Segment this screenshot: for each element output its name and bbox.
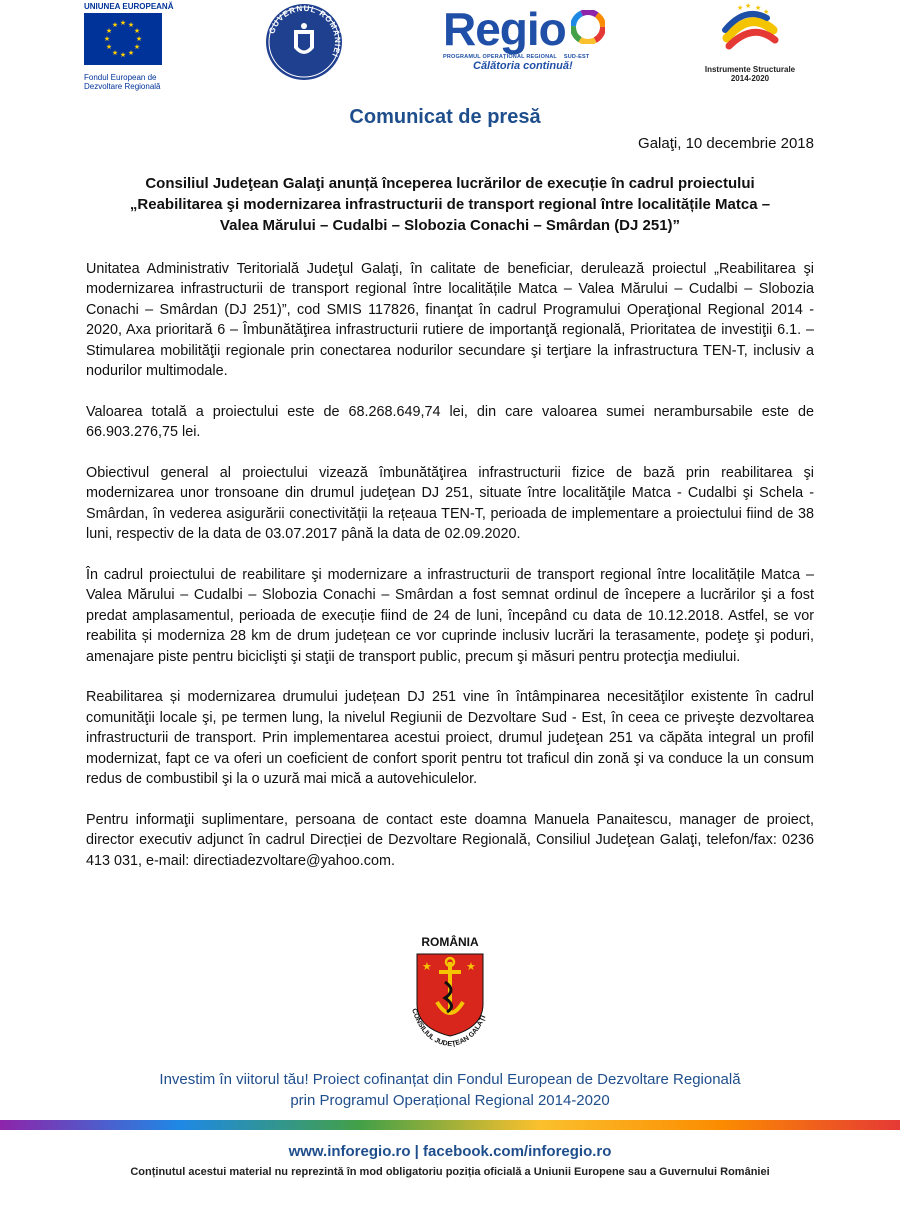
government-seal-icon (264, 2, 344, 82)
document-body (86, 259, 814, 892)
footer-slogan-line1: Investim în viitorul tău! Proiect cofinanțat din Fondul European de Dezvoltare Regională (159, 1071, 741, 1088)
regio-program-line1: PROGRAMUL OPERAȚIONAL REGIONAL SUD-EST (443, 54, 590, 60)
regio-tagline: Călătoria continuă! (473, 60, 573, 72)
svg-text:★: ★ (127, 49, 135, 57)
svg-text:★: ★ (111, 21, 119, 29)
svg-text:★: ★ (105, 43, 113, 51)
gov-ring-text: GUVERNUL ROMÂNIEI (267, 3, 343, 59)
paragraph-beneficiary: Unitatea Administrativ Teritorială Judeţul Galaţi, în calitate de beneficiar, derulează proiectul „Reabilitarea şi modernizarea infrastructurii de transport regional între localitățile Matca – Valea Mărului – Cudalbi – Slobozia Conachi – Smârdan (DJ 251)”, cod SMIS 117826, finanţat în cadrul Programului Operaţional Regional 2014 - 2020, Axa prioritară 6 – Îmbunătăţirea infrastructurii rutiere de importanţă regională, Prioritatea de investiţii 6.1. – Stimularea mobilităţii regionale prin conectarea nodurilor secundare şi terţiare la infrastructura TEN-T, inclusiv a nodurilor multimodale. (86, 261, 814, 380)
crest-romania-label: ROMÂNIA (421, 935, 479, 949)
svg-text:★: ★ (763, 8, 770, 16)
logo-bar (0, 0, 900, 95)
footer-disclaimer: Conținutul acestui material nu reprezintă în mod obligatoriu poziția oficială a Uniunii Europene sau a Guvernului României (130, 1166, 770, 1178)
svg-text:★: ★ (119, 19, 127, 27)
galati-county-crest-icon (395, 932, 505, 1052)
regio-wordmark: Regio (443, 3, 566, 55)
document-date: Galaţi, 10 decembrie 2018 (638, 135, 814, 152)
svg-text:★: ★ (466, 960, 476, 973)
eu-flag-icon (84, 13, 162, 65)
svg-text:★: ★ (133, 43, 141, 51)
svg-text:★: ★ (422, 960, 432, 973)
svg-text:★: ★ (127, 21, 135, 29)
svg-text:★: ★ (103, 35, 111, 43)
document-title: Comunicat de presă (349, 106, 541, 128)
svg-text:★: ★ (737, 4, 744, 12)
is-line2: 2014-2020 (730, 74, 770, 83)
paragraph-works-start: În cadrul proiectului de reabilitare şi modernizare a infrastructurii de transport regional între localitățile Matca – Valea Mărului – Cudalbi – Slobozia Conachi – Smârdan a fost semnat ordinul de începere a lucrărilor şi a fost predat amplasamentul, perioada de execuție fiind de 24 de luni, începând cu data de 10.12.2018. Astfel, se vor reabilita și moderniza 28 km de drum județean ce vor cuprinde inclusiv lucrări la terasamente, podeţe şi poduri, amenajare piste pentru biciclişti şi staţii de transport public, precum şi măsuri pentru protecţia mediului. (86, 567, 814, 665)
paragraph-contact: Pentru informaţii suplimentare, persoana de contact este doamna Manuela Panaitescu, manager de proiect, director executiv adjunct în cadrul Direcției de Dezvoltare Regională, Consiliul Judeţean Galaţi, telefon/fax: 0236 413 031, e-mail: directiadezvoltare@yahoo.com. (86, 811, 814, 869)
svg-text:★: ★ (133, 27, 141, 35)
svg-text:★: ★ (135, 35, 143, 43)
paragraph-objective: Obiectivul general al proiectului vizează îmbunătăţirea infrastructurii fizice de bază prin reabilitarea şi modernizarea unor tronsoane din drumul judeţean DJ 251, situate între localităţile Matca - Cudalbi şi Schela - Smârdan, în vederea asigurării conectivității la rețeaua TEN-T, perioada de implementare a proiectului fiind de 38 luni, respectiv de la data de 03.07.2017 până la data de 02.09.2020. (86, 465, 814, 543)
structural-instruments-logo (700, 0, 800, 86)
paragraph-benefits: Reabilitarea și modernizarea drumului județean DJ 251 vine în întâmpinarea necesităţilor existente în cadrul comunităţii locale şi, pe termen lung, la nivelul Regiunii de Dezvoltare Sud - Est, în ceea ce priveşte dezvoltarea infrastructurii de transport. Prin implementarea acestui proiect, drumul judeţean 251 va căpăta integral un profil modernizat, fapt ce va oferi un coeficient de confort sporit pentru tot traficul din zonă şi va conduce la un consum redus de combustibil şi la o uzură mai mică a autovehiculelor. (86, 689, 814, 788)
svg-text:★: ★ (755, 4, 762, 12)
svg-text:★: ★ (111, 49, 119, 57)
eu-fund-line1: Fondul European de (84, 73, 157, 82)
eu-logo (84, 2, 174, 91)
crest-ring-text: CONSILIUL JUDEŢEAN GALAŢI (410, 1007, 488, 1049)
footer-slogan (0, 1069, 900, 1111)
svg-text:★: ★ (119, 51, 127, 59)
eu-fund-line2: Dezvoltare Regională (84, 82, 161, 91)
paragraph-project-value: Valoarea totală a proiectului este de 68.268.649,74 lei, din care valoarea sumei nerambursabile este de 66.903.276,75 lei. (86, 403, 814, 441)
footer-slogan-line2: prin Programul Operațional Regional 2014-2020 (290, 1092, 610, 1109)
is-line1: Instrumente Structurale (704, 65, 796, 74)
svg-text:★: ★ (745, 2, 752, 10)
eu-logo-title: UNIUNEA EUROPEANĂ (84, 2, 174, 11)
footer-links[interactable]: www.inforegio.ro | facebook.com/inforegio.ro (288, 1143, 612, 1160)
structural-instruments-icon (715, 0, 785, 60)
regio-color-wheel-icon (571, 10, 605, 44)
svg-text:★: ★ (105, 27, 113, 35)
color-stripe-divider (0, 1120, 900, 1130)
document-headline: Consiliul Judeţean Galaţi anunță începerea lucrărilor de execuție în cadrul proiectului „Reabilitarea şi modernizarea infrastructurii de transport regional între localitățile Matca – Valea Mărului – Cudalbi – Slobozia Conachi – Smârdan (DJ 251)” (129, 175, 771, 234)
regio-logo (443, 3, 608, 84)
